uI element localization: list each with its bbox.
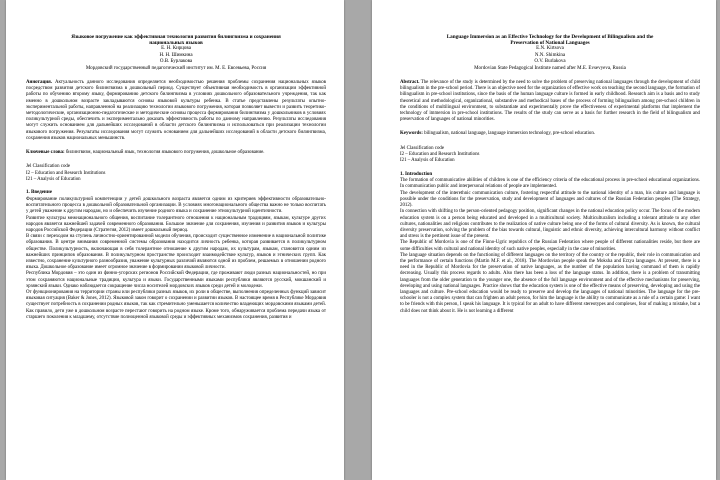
jel-code: I2 – Education and Research Institutions	[400, 152, 480, 158]
keywords-text: bilingualism, national language, language immersion technology, pre-school education.	[424, 131, 596, 137]
affiliation: Мордовский государственный педагогический институт им. М. Е. Евсевьева, Россия	[85, 65, 267, 71]
body-text	[26, 197, 326, 321]
jel-code: I2 – Education and Research Institutions	[26, 170, 106, 176]
title-line: Языковое погружение как эффективная технология развития билингвизма и сохранения	[71, 34, 281, 40]
abstract-text: The relevance of the study is determined by the need to solve the problem of preserving national languages through the development of child bilingualism in the pre-school period. There is an objective need for the organization of effective work on teaching the second language, the formation of bilingualism in pre-school institutions, since the basis of the human language culture is formed in early childhood. Research aim is a basis and to study theoretical and methodological, organizational, substantive and methodical bases of the process of forming bilingualism among pre-school children in the conditions of multilingual environment, to substantiate and experimentally prove the effectiveness of experimental platforms that implement the technology of immersion in pre-school institutions. The results of the study can serve as a basis for further research in the field of bilingualism and preservation of languages of national minorities.	[400, 80, 701, 123]
section-heading: 1. Introduction	[400, 171, 433, 177]
author-list	[400, 46, 700, 65]
abstract-label: Аннотация.	[26, 80, 52, 86]
author-name: Е. Н. Кирцова	[161, 46, 191, 52]
title-line: Preservation of National Languages	[510, 40, 590, 47]
paragraph: In connection with shifting to the person-oriented pedagogy position, significant changes in the national education policy occur. The focus of the modern education system is on a person being educated and developed in a multicultural society. Multiculturalism including a tolerant attitude to any other cultures, nationalities and religions contributes to the realization of native culture being one of the forms of cultural diversity. As is known, the cultural diversity preservation, solving the problem of the bias towards cultural, linguistic and ethnic diversity, achieving intercultural harmony without conflict and stress is the pertinent issue of the present.	[400, 209, 700, 240]
author-name: E.N. Kirtsova	[536, 46, 564, 52]
paragraph: Формирование поликультурной компетенции у детей дошкольного возраста является одним из критериев эффективности образовательно-воспитательного процесса в дошкольной образовательной организации. В условиях многонационального общества важно не только воспитать у детей уважение к другим народам, но и обеспечить изучение родного языка и сохранение этнокультурной идентичности.	[26, 196, 326, 215]
author-name: О.В. Бурлакова	[159, 59, 193, 65]
paragraph: Республика Мордовия – это один из финно-угорских регионов Российской Федерации, где проживают люди разных национальностей, но при этом сохраняются национальные традиции, культура и языки. Государственными языками республики являются русский, мокшанский и эрзянский языки. Однако наблюдается сокращение числа носителей мордовских языков среди детей и молодежи.	[26, 271, 326, 289]
paragraph: The development of the interethnic communication culture, fostering respectful attitude to the national identity of a man, his culture and language is possible under the conditions for the preservation, study and development of languages and cultures of the Russian Federation peoples (The Strategy, 2012).	[400, 190, 700, 209]
keywords-label: Keywords:	[400, 131, 423, 137]
paragraph: The language situation depends on the functioning of different languages on the territory of the country or the republic, their role in communication and the performance of certain functions (Martin M.F. et al., 2018). The Mordovian people speak the Moksha and Erzya languages. At present, there is a need in the Republic of Mordovia for the preservation of native languages, as the number of the population having command of them is rapidly decreasing. Usually this process regards to adults. Also there has been a loss of the language status. In addition, there is a problem of transmitting languages from the older generation to the younger one, the absence of the full language environment and of the effective mechanisms for preserving, developing and using national languages. Practice shows that the education system is one of the effective means of preserving, developing and using the languages and culture. Pre-school education would be ready to preserve and develop the languages of national minorities. The language for the pre-schooler is not a complex system that can frighten an adult person, for him the language is the ability to communicate as a rule of a certain game: I want to be friends with this person, I speak his language. It is typical for an adult to have different stereotypes and complexes, fear of making a mistake, but a child does not think about it. He is not learning a different	[400, 252, 700, 314]
keywords	[26, 150, 326, 156]
keywords	[400, 131, 700, 137]
abstract	[400, 80, 700, 123]
title-line: Language Immersion as an Effective Technology for the Development of Bilingualism and the	[446, 34, 654, 40]
keywords-text: билингвизм, национальный язык, технология языкового погружения, дошкольное образование.	[65, 150, 265, 156]
paragraph: В связи с переходом на ступень личностно-ориентированной модели обучения, происходит существенное изменение в национальной политике образования. В центре внимания современной системы образования находится личность ребенка, которая развивается в поликультурном обществе. Поликультурность, включающая в себя толерантное отношение к другим народам, их культурам, языкам, становится одним из важнейших принципов образования. В поликультурном пространстве происходит взаимодействие культур, языков и этнических групп. Как известно, сохранение культурного разнообразия, уважение культурных различий являются одной из проблем, решаемых в отношении родного языка. Дошкольное образование имеет огромное значение в формировании языковой личности.	[26, 234, 326, 271]
paragraph: The formation of communicative abilities of children is one of the efficiency criteria of the educational process in pre-school educational organizations. In communication public and interpersonal relations of people are implemented.	[400, 178, 700, 190]
jel-heading: Jel Classification code	[400, 145, 445, 151]
jel-classification	[26, 164, 326, 183]
document-page-right	[372, 0, 716, 480]
paragraph: The Republic of Mordovia is one of the Finno-Ugric republics of the Russian Federation where people of different nationalities reside, but there are some difficulties with cultural and national identity of such native peoples, especially in the case of minorities.	[400, 240, 700, 252]
jel-heading: Jel Classification code	[26, 164, 71, 170]
keywords-label: Ключевые слова:	[26, 150, 65, 156]
paragraph: От функционирования на территории страны или республики разных языков, их роли в обществе, выполнения определенных функций зависит языковая ситуация (Baker & Jones, 2012). Языковой закон говорит о сохранении и развитии языков. В настоящее время в Республике Мордовия существует потребность в сохранении родных языков, так как стремительно уменьшается количество владеющих мордовскими языками детей. Как правило, дети уже в дошкольном возрасте перестают говорить на родном языке. Кроме того, обнаруживается проблема передачи языка от старшего поколения к младшему, отсутствие полноценной языковой среды и эффективных механизмов сохранения, развития и	[26, 289, 326, 320]
author-name: Н. Н. Шимкина	[159, 52, 193, 58]
abstract-text: Актуальность данного исследования определяется необходимостью решения проблемы сохранения национальных языков посредством развития детского билингвизма в дошкольный период. Существует объективная необходимость в организации эффективной работы по обучению второму языку, формированию детского билингвизма в условиях дошкольного образовательного учреждения, так как именно в дошкольном возрасте закладываются основы языковой культуры ребенка. В статье представлены результаты опытно-экспериментальной работы, направленной на реализацию технологии языкового погружения, которая позволяет вывести и развить теоретико-методологические, организационно-педагогические и методические основы процесса формирования билингвизма у дошкольников в условиях поликультурной среды, обеспечить и экспериментально доказать эффективность работы по данному направлению. Результаты исследования могут служить основанием для дальнейших исследований в области детского билингвизма и использоваться при реализации технологии языкового погружения. Результаты исследования могут служить основанием для дальнейших исследований в области детского билингвизма, сохранения языков национальных меньшинств.	[26, 80, 326, 141]
title-line: национальных языков	[149, 40, 203, 47]
abstract	[26, 80, 326, 142]
document-page-left	[6, 0, 344, 480]
author-name: O.V. Burlakova	[534, 59, 566, 65]
jel-code: I21 – Analysis of Education	[26, 177, 81, 183]
section-heading: 1. Введение	[26, 190, 52, 196]
abstract-label: Abstract.	[400, 80, 420, 86]
author-name: N.N. Shimkina	[534, 52, 566, 58]
paragraph: Развитие культуры межнационального общения, воспитание толерантного отношения к национальным традициям, языкам, культуре других народов является важнейшей задачей современного образования. Большое значение для сохранения, изучения и развития языков и культуры народов Российской Федерации (Стратегия, 2012) имеет дошкольный период.	[26, 215, 326, 233]
article-title	[400, 34, 700, 46]
author-list	[26, 46, 326, 65]
jel-classification	[400, 146, 700, 165]
affiliation: Mordovian State Pedagogical Institute named after M.E. Evsevyeva, Russia	[474, 65, 626, 71]
jel-code: I21 – Analysis of Education	[400, 158, 455, 164]
article-title	[26, 34, 326, 46]
body-text	[400, 178, 700, 314]
